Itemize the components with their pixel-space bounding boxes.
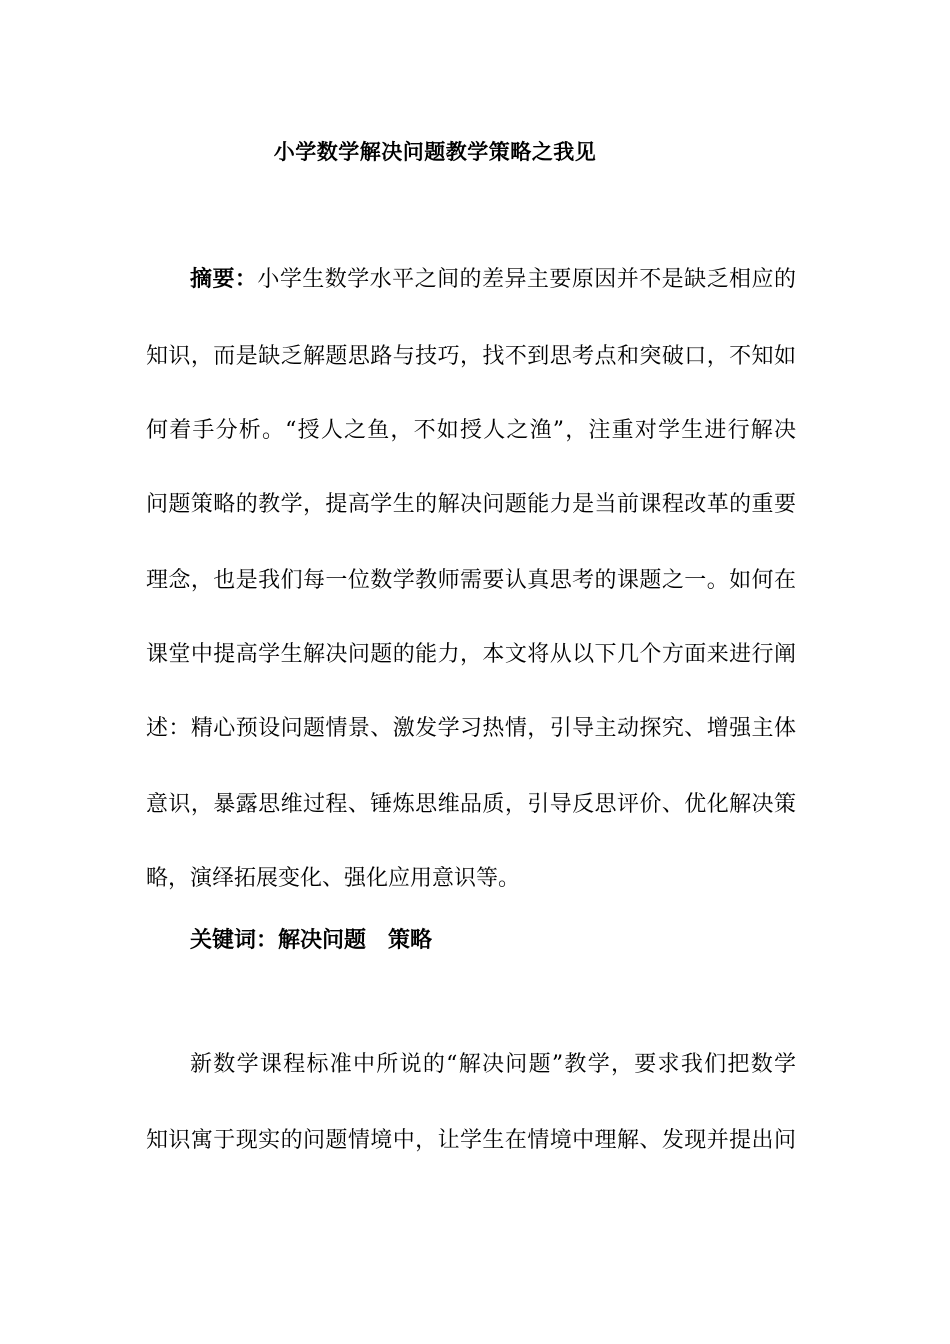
abstract-line: 理念，也是我们每一位数学教师需要认真思考的课题之一。如何在 [146, 568, 796, 593]
abstract-line: 略，演绎拓展变化、强化应用意识等。 [146, 866, 521, 891]
abstract-line: 知识，而是缺乏解题思路与技巧，找不到思考点和突破口，不知如 [146, 344, 796, 369]
abstract-line [190, 262, 796, 293]
abstract-line: 述：精心预设问题情景、激发学习热情，引导主动探究、增强主体 [146, 716, 796, 741]
document-title: 小学数学解决问题教学策略之我见 [273, 140, 597, 164]
keywords-line [190, 923, 796, 954]
abstract-line: 何着手分析。“授人之鱼，不如授人之渔”，注重对学生进行解决 [146, 418, 796, 443]
abstract-line: 意识，暴露思维过程、锤炼思维品质，引导反思评价、优化解决策 [146, 792, 796, 817]
abstract-text: 小学生数学水平之间的差异主要原因并不是缺乏相应的 [257, 267, 796, 292]
body-line: 新数学课程标准中所说的“解决问题”教学，要求我们把数学 [190, 1052, 796, 1077]
keywords-value: 解决问题 策略 [278, 928, 433, 953]
keywords-label: 关键词： [190, 928, 279, 953]
abstract-line: 课堂中提高学生解决问题的能力，本文将从以下几个方面来进行阐 [146, 642, 796, 667]
abstract-label: 摘要： [190, 267, 258, 292]
body-line: 知识寓于现实的问题情境中，让学生在情境中理解、发现并提出问 [146, 1128, 796, 1153]
abstract-line: 问题策略的教学，提高学生的解决问题能力是当前课程改革的重要 [146, 492, 796, 517]
